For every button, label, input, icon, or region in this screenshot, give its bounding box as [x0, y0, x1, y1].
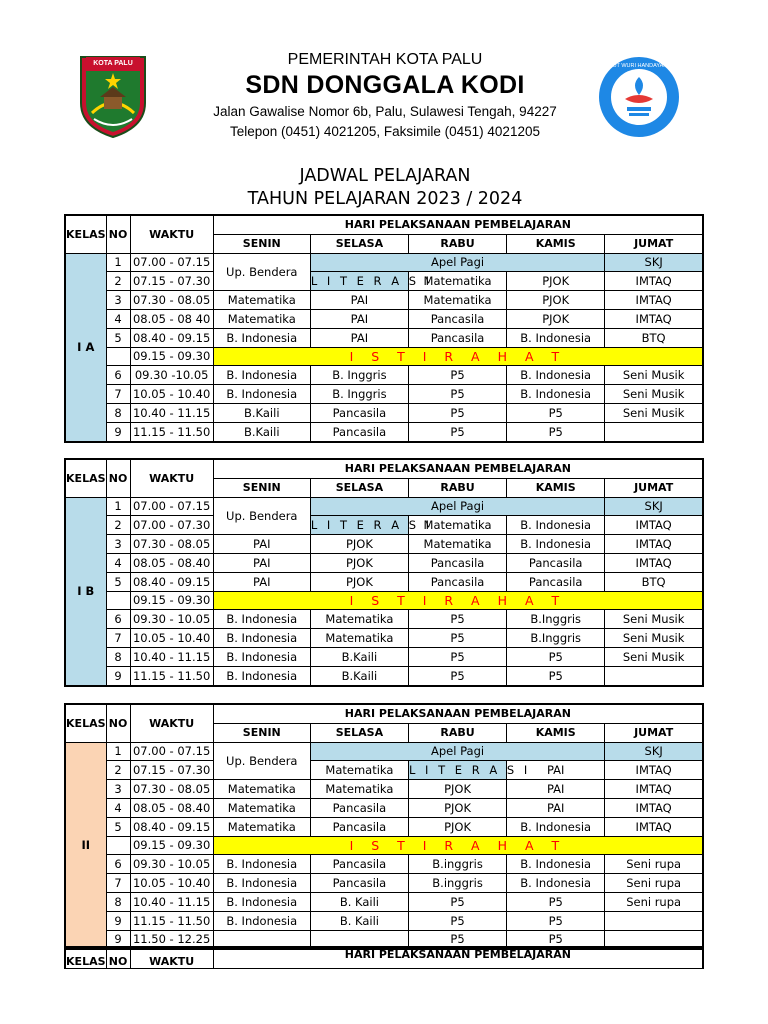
cell-selasa: B. Inggris [310, 385, 408, 404]
kelas-cell: I A [65, 253, 106, 441]
row-waktu: 08.40 - 09.15 [130, 572, 213, 591]
day-header-kamis: KAMIS [507, 723, 605, 742]
tut-wuri-handayani-logo [597, 55, 681, 139]
schedule-table-partial [64, 946, 704, 969]
cell-jumat: SKJ [605, 497, 703, 516]
row-no: 1 [106, 497, 130, 516]
cell-jumat [605, 911, 703, 930]
cell-selasa: B.Kaili [310, 647, 408, 666]
row-no: 8 [106, 647, 130, 666]
row-no: 8 [106, 403, 130, 422]
cell-senin: B. Indonesia [213, 328, 310, 347]
table-row [65, 892, 703, 911]
academic-year: TAHUN PELAJARAN 2023 / 2024 [247, 189, 523, 209]
cell-selasa: Pancasila [310, 874, 408, 893]
row-waktu: 07.30 - 08.05 [130, 780, 213, 799]
cell-senin: Matematika [213, 309, 310, 328]
table-row [65, 647, 703, 666]
cell-rabu: P5 [408, 366, 506, 385]
day-header-rabu: RABU [408, 478, 506, 497]
cell-kamis: B. Indonesia [507, 385, 605, 404]
cell-selasa: B. Kaili [310, 892, 408, 911]
table-row [65, 366, 703, 385]
cell-selasa: Matematika [310, 761, 408, 780]
table-row [65, 798, 703, 817]
cell-selasa: Pancasila [310, 422, 408, 441]
row-waktu: 11.50 - 12.25 [130, 930, 213, 949]
cell-senin: B. Indonesia [213, 911, 310, 930]
row-waktu: 10.40 - 11.15 [130, 647, 213, 666]
cell-senin: Matematika [213, 817, 310, 836]
cell-selasa: Pancasila [310, 817, 408, 836]
table-row [65, 309, 703, 328]
day-header-senin: SENIN [213, 234, 310, 253]
cell-jumat: Seni rupa [605, 892, 703, 911]
cell-kamis: B. Indonesia [507, 366, 605, 385]
cell-kamis: P5 [507, 930, 605, 949]
cell-kamis: Pancasila [507, 553, 605, 572]
cell-senin: B. Indonesia [213, 666, 310, 685]
cell-rabu: Matematika [408, 291, 506, 310]
table-row [65, 272, 703, 291]
cell-jumat: SKJ [605, 253, 703, 272]
row-waktu: 07.30 - 08.05 [130, 535, 213, 554]
kelas-header: KELAS [65, 947, 106, 969]
row-waktu: 10.40 - 11.15 [130, 892, 213, 911]
row-waktu: 10.05 - 10.40 [130, 874, 213, 893]
row-no: 3 [106, 780, 130, 799]
cell-selasa: PAI [310, 328, 408, 347]
cell-rabu: PJOK [408, 798, 506, 817]
cell-senin: B.Kaili [213, 403, 310, 422]
cell-senin: Matematika [213, 780, 310, 799]
day-header-senin: SENIN [213, 723, 310, 742]
cell-jumat: Seni Musik [605, 610, 703, 629]
table-row [65, 629, 703, 648]
waktu-header: WAKTU [130, 947, 213, 969]
cell-senin: B. Indonesia [213, 892, 310, 911]
table-row [65, 780, 703, 799]
row-no: 2 [106, 272, 130, 291]
kelas-cell: II [65, 742, 106, 949]
cell-kamis: PJOK [507, 291, 605, 310]
row-no: 7 [106, 874, 130, 893]
cell-senin: Matematika [213, 291, 310, 310]
cell-rabu: Matematika [408, 272, 506, 291]
cell-jumat: BTQ [605, 328, 703, 347]
cell-jumat: BTQ [605, 572, 703, 591]
table-row [65, 855, 703, 874]
days-group-header: HARI PELAKSANAAN PEMBELAJARAN [213, 704, 703, 723]
cell-jumat: Seni Musik [605, 403, 703, 422]
row-waktu: 08.05 - 08 40 [130, 309, 213, 328]
row-waktu: 07.15 - 07.30 [130, 761, 213, 780]
cell-jumat: SKJ [605, 742, 703, 761]
cell-rabu: P5 [408, 403, 506, 422]
cell-senin: PAI [213, 553, 310, 572]
table-row [65, 874, 703, 893]
row-waktu: 08.05 - 08.40 [130, 798, 213, 817]
cell-rabu: P5 [408, 666, 506, 685]
row-no: 2 [106, 516, 130, 535]
cell-kamis: P5 [507, 403, 605, 422]
cell-kamis: PAI [507, 780, 605, 799]
cell-senin: B. Indonesia [213, 610, 310, 629]
no-header: NO [106, 459, 130, 497]
cell-senin: PAI [213, 572, 310, 591]
cell-jumat: IMTAQ [605, 516, 703, 535]
cell-rabu: B.inggris [408, 855, 506, 874]
table-row [65, 836, 703, 855]
row-waktu: 10.05 - 10.40 [130, 629, 213, 648]
row-no: 3 [106, 291, 130, 310]
table-row [65, 403, 703, 422]
day-header-rabu: RABU [408, 234, 506, 253]
row-waktu: 09.15 - 09.30 [130, 591, 213, 610]
cell-jumat: Seni Musik [605, 629, 703, 648]
cell-jumat: IMTAQ [605, 780, 703, 799]
cell-jumat [605, 666, 703, 685]
cell-jumat: IMTAQ [605, 309, 703, 328]
cell-rabu: PJOK [408, 780, 506, 799]
cell-rabu: Matematika [408, 516, 506, 535]
cell-kamis: B.Inggris [507, 610, 605, 629]
cell-selasa: Matematika [310, 610, 408, 629]
document-title: JADWAL PELAJARAN [299, 166, 471, 186]
row-no: 9 [106, 422, 130, 441]
cell-selasa: B.Kaili [310, 666, 408, 685]
table-row [65, 347, 703, 366]
row-no [106, 836, 130, 855]
row-waktu: 07.15 - 07.30 [130, 272, 213, 291]
kelas-header: KELAS [65, 704, 106, 742]
cell-rabu: P5 [408, 385, 506, 404]
school-name: SDN DONGGALA KODI [245, 71, 525, 99]
row-no: 1 [106, 742, 130, 761]
row-no: 6 [106, 610, 130, 629]
table-row [65, 610, 703, 629]
cell-selasa: PJOK [310, 553, 408, 572]
table-row [65, 516, 703, 535]
cell-rabu: B.inggris [408, 874, 506, 893]
cell-rabu: P5 [408, 629, 506, 648]
cell-rabu: P5 [408, 610, 506, 629]
row-waktu: 10.05 - 10.40 [130, 385, 213, 404]
row-waktu: 08.40 - 09.15 [130, 817, 213, 836]
cell-kamis: B. Indonesia [507, 874, 605, 893]
school-contact: Telepon (0451) 4021205, Faksimile (0451) 4021205 [230, 124, 540, 139]
row-no: 9 [106, 930, 130, 949]
days-group-header: HARI PELAKSANAAN PEMBELAJARAN [213, 215, 703, 234]
upacara-cell: Up. Bendera [213, 253, 310, 291]
row-no: 4 [106, 798, 130, 817]
day-header-jumat: JUMAT [605, 723, 703, 742]
days-group-header: HARI PELAKSANAAN PEMBELAJARAN [213, 459, 703, 478]
row-no: 4 [106, 309, 130, 328]
table-row [65, 742, 703, 761]
cell-kamis: B. Indonesia [507, 516, 605, 535]
kelas-cell: I B [65, 497, 106, 685]
cell-jumat: IMTAQ [605, 291, 703, 310]
apel-pagi-cell: Apel Pagi [310, 497, 604, 516]
kota-palu-crest-logo [78, 53, 148, 139]
cell-senin: B. Indonesia [213, 874, 310, 893]
table-row [65, 911, 703, 930]
row-no: 8 [106, 892, 130, 911]
cell-jumat: IMTAQ [605, 535, 703, 554]
row-waktu: 08.40 - 09.15 [130, 328, 213, 347]
row-waktu: 11.15 - 11.50 [130, 911, 213, 930]
day-header-kamis: KAMIS [507, 234, 605, 253]
cell-rabu: Matematika [408, 535, 506, 554]
cell-senin: B. Indonesia [213, 366, 310, 385]
table-row [65, 761, 703, 780]
kelas-header: KELAS [65, 459, 106, 497]
cell-senin: B.Kaili [213, 422, 310, 441]
table-row [65, 572, 703, 591]
table-row [65, 666, 703, 685]
row-waktu: 07.30 - 08.05 [130, 291, 213, 310]
table-row [65, 535, 703, 554]
cell-rabu: P5 [408, 647, 506, 666]
cell-jumat: Seni Musik [605, 647, 703, 666]
day-header-senin: SENIN [213, 478, 310, 497]
cell-kamis: B.Inggris [507, 629, 605, 648]
schedule-table-i-a [64, 214, 704, 443]
istirahat-cell: I S T I R A H A T [213, 591, 703, 610]
no-header: NO [106, 215, 130, 253]
row-no: 3 [106, 535, 130, 554]
row-no [106, 347, 130, 366]
cell-kamis: P5 [507, 647, 605, 666]
cell-kamis: Pancasila [507, 572, 605, 591]
row-no: 1 [106, 253, 130, 272]
kelas-header: KELAS [65, 215, 106, 253]
cell-selasa: L I T E R A S I [310, 272, 408, 291]
cell-kamis: B. Indonesia [507, 535, 605, 554]
upacara-cell: Up. Bendera [213, 742, 310, 780]
row-waktu: 11.15 - 11.50 [130, 666, 213, 685]
cell-jumat: Seni Musik [605, 385, 703, 404]
day-header-selasa: SELASA [310, 723, 408, 742]
row-waktu: 07.00 - 07.15 [130, 742, 213, 761]
day-header-kamis: KAMIS [507, 478, 605, 497]
cell-selasa: B. Inggris [310, 366, 408, 385]
waktu-header: WAKTU [130, 215, 213, 253]
cell-selasa: Pancasila [310, 855, 408, 874]
row-waktu: 11.15 - 11.50 [130, 422, 213, 441]
cell-kamis: B. Indonesia [507, 855, 605, 874]
day-header-selasa: SELASA [310, 234, 408, 253]
table-row [65, 291, 703, 310]
table-row [65, 591, 703, 610]
row-no: 2 [106, 761, 130, 780]
cell-rabu: P5 [408, 892, 506, 911]
schedule-table-ii [64, 703, 704, 950]
cell-senin: PAI [213, 535, 310, 554]
waktu-header: WAKTU [130, 704, 213, 742]
cell-selasa: Pancasila [310, 403, 408, 422]
cell-senin: B. Indonesia [213, 855, 310, 874]
cell-kamis: PJOK [507, 309, 605, 328]
row-waktu: 08.05 - 08.40 [130, 553, 213, 572]
cell-rabu: Pancasila [408, 572, 506, 591]
next-table-header-partial [64, 946, 704, 968]
cell-selasa: PJOK [310, 572, 408, 591]
cell-senin: B. Indonesia [213, 647, 310, 666]
cell-selasa: Matematika [310, 780, 408, 799]
apel-pagi-cell: Apel Pagi [310, 742, 604, 761]
cell-selasa: Pancasila [310, 798, 408, 817]
cell-selasa: PAI [310, 291, 408, 310]
table-row [65, 385, 703, 404]
table-row [65, 497, 703, 516]
row-no: 7 [106, 385, 130, 404]
row-waktu: 07.00 - 07.30 [130, 516, 213, 535]
cell-jumat: IMTAQ [605, 798, 703, 817]
row-no: 7 [106, 629, 130, 648]
row-waktu: 09.30 -10.05 [130, 366, 213, 385]
cell-jumat: Seni rupa [605, 855, 703, 874]
school-address: Jalan Gawalise Nomor 6b, Palu, Sulawesi Tengah, 94227 [213, 104, 557, 119]
no-header: NO [106, 947, 130, 969]
row-waktu: 09.30 - 10.05 [130, 610, 213, 629]
cell-jumat: IMTAQ [605, 761, 703, 780]
cell-rabu: P5 [408, 422, 506, 441]
cell-kamis: P5 [507, 892, 605, 911]
svg-text:KOTA PALU: KOTA PALU [93, 60, 133, 67]
day-header-jumat: JUMAT [605, 234, 703, 253]
cell-rabu: Pancasila [408, 309, 506, 328]
cell-kamis: B. Indonesia [507, 817, 605, 836]
cell-senin: B. Indonesia [213, 385, 310, 404]
day-header-jumat: JUMAT [605, 478, 703, 497]
cell-senin: Matematika [213, 798, 310, 817]
row-no: 9 [106, 911, 130, 930]
cell-rabu: L I T E R A S I [408, 761, 506, 780]
cell-kamis: P5 [507, 422, 605, 441]
cell-selasa: B. Kaili [310, 911, 408, 930]
upacara-cell: Up. Bendera [213, 497, 310, 535]
cell-jumat [605, 422, 703, 441]
table-row [65, 817, 703, 836]
cell-jumat: IMTAQ [605, 817, 703, 836]
days-group-header: HARI PELAKSANAAN PEMBELAJARAN [213, 947, 703, 969]
cell-jumat: Seni rupa [605, 874, 703, 893]
row-waktu: 09.30 - 10.05 [130, 855, 213, 874]
row-no: 6 [106, 855, 130, 874]
cell-jumat: IMTAQ [605, 553, 703, 572]
row-no: 9 [106, 666, 130, 685]
row-waktu: 07.00 - 07.15 [130, 253, 213, 272]
cell-selasa: PAI [310, 309, 408, 328]
cell-selasa: Matematika [310, 629, 408, 648]
row-no [106, 591, 130, 610]
cell-selasa: L I T E R A S I [310, 516, 408, 535]
cell-selasa: PJOK [310, 535, 408, 554]
svg-text:TUT WURI HANDAYANI: TUT WURI HANDAYANI [609, 63, 669, 69]
cell-kamis: PAI [507, 798, 605, 817]
row-no: 5 [106, 328, 130, 347]
istirahat-cell: I S T I R A H A T [213, 836, 703, 855]
table-row [65, 328, 703, 347]
row-no: 4 [106, 553, 130, 572]
row-waktu: 10.40 - 11.15 [130, 403, 213, 422]
day-header-selasa: SELASA [310, 478, 408, 497]
waktu-header: WAKTU [130, 459, 213, 497]
istirahat-cell: I S T I R A H A T [213, 347, 703, 366]
table-row [65, 422, 703, 441]
cell-jumat: Seni Musik [605, 366, 703, 385]
row-no: 5 [106, 817, 130, 836]
cell-kamis: PJOK [507, 272, 605, 291]
cell-kamis: P5 [507, 911, 605, 930]
table-row [65, 553, 703, 572]
cell-kamis: PAI [507, 761, 605, 780]
cell-rabu: Pancasila [408, 328, 506, 347]
cell-rabu: Pancasila [408, 553, 506, 572]
cell-kamis: B. Indonesia [507, 328, 605, 347]
schedule-table-i-b [64, 458, 704, 687]
apel-pagi-cell: Apel Pagi [310, 253, 604, 272]
cell-jumat: IMTAQ [605, 272, 703, 291]
row-no: 5 [106, 572, 130, 591]
row-no: 6 [106, 366, 130, 385]
row-waktu: 09.15 - 09.30 [130, 836, 213, 855]
cell-rabu: P5 [408, 911, 506, 930]
table-row [65, 253, 703, 272]
cell-rabu: PJOK [408, 817, 506, 836]
day-header-rabu: RABU [408, 723, 506, 742]
cell-kamis: P5 [507, 666, 605, 685]
government-name: PEMERINTAH KOTA PALU [287, 51, 483, 68]
cell-rabu: P5 [408, 930, 506, 949]
cell-senin: B. Indonesia [213, 629, 310, 648]
row-waktu: 07.00 - 07.15 [130, 497, 213, 516]
row-waktu: 09.15 - 09.30 [130, 347, 213, 366]
no-header: NO [106, 704, 130, 742]
